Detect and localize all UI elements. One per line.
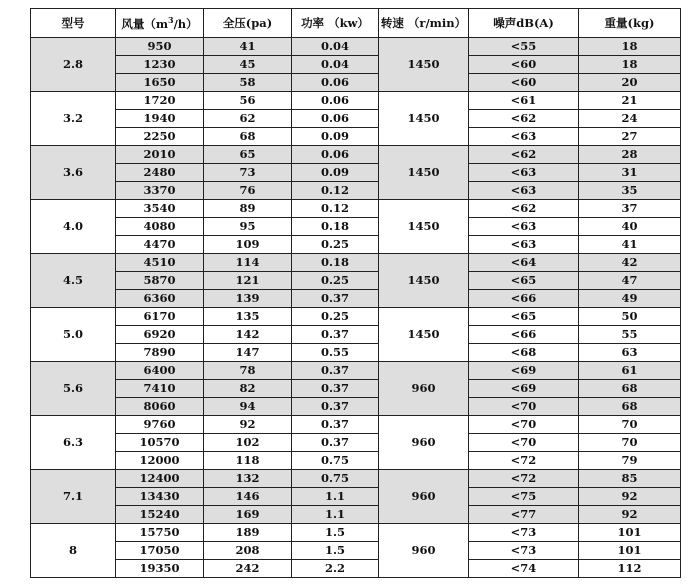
cell-pressure: 169 [204, 506, 292, 524]
cell-power: 0.37 [292, 398, 379, 416]
cell-noise: <62 [469, 146, 579, 164]
cell-power: 0.04 [292, 56, 379, 74]
cell-noise: <68 [469, 344, 579, 362]
table-row [31, 38, 681, 56]
table-body [31, 38, 681, 578]
cell-speed: 1450 [379, 254, 469, 308]
cell-airflow: 2480 [116, 164, 204, 182]
cell-power: 0.37 [292, 380, 379, 398]
cell-airflow: 5870 [116, 272, 204, 290]
cell-airflow: 1720 [116, 92, 204, 110]
cell-pressure: 118 [204, 452, 292, 470]
cell-noise: <72 [469, 452, 579, 470]
cell-model: 5.0 [31, 308, 116, 362]
cell-airflow: 12400 [116, 470, 204, 488]
header-power: 功率 （kw） [292, 9, 379, 38]
table-row [31, 164, 681, 182]
cell-power: 1.1 [292, 488, 379, 506]
cell-pressure: 189 [204, 524, 292, 542]
cell-power: 0.06 [292, 110, 379, 128]
cell-weight: 20 [579, 74, 681, 92]
cell-power: 0.09 [292, 164, 379, 182]
cell-pressure: 92 [204, 416, 292, 434]
spec-table-container [30, 8, 680, 578]
cell-speed: 960 [379, 524, 469, 578]
cell-pressure: 135 [204, 308, 292, 326]
cell-model: 3.2 [31, 92, 116, 146]
table-row [31, 326, 681, 344]
cell-power: 1.5 [292, 542, 379, 560]
cell-weight: 18 [579, 56, 681, 74]
fan-spec-table [30, 8, 681, 578]
table-row [31, 542, 681, 560]
cell-model: 3.6 [31, 146, 116, 200]
cell-pressure: 121 [204, 272, 292, 290]
cell-speed: 960 [379, 416, 469, 470]
cell-pressure: 147 [204, 344, 292, 362]
cell-weight: 35 [579, 182, 681, 200]
cell-noise: <70 [469, 416, 579, 434]
cell-power: 0.25 [292, 308, 379, 326]
cell-weight: 68 [579, 380, 681, 398]
cell-weight: 101 [579, 524, 681, 542]
cell-airflow: 6920 [116, 326, 204, 344]
cell-airflow: 7410 [116, 380, 204, 398]
table-row [31, 182, 681, 200]
cell-power: 0.75 [292, 470, 379, 488]
cell-weight: 37 [579, 200, 681, 218]
cell-weight: 31 [579, 164, 681, 182]
cell-weight: 61 [579, 362, 681, 380]
cell-noise: <77 [469, 506, 579, 524]
cell-airflow: 3540 [116, 200, 204, 218]
cell-power: 1.5 [292, 524, 379, 542]
table-row [31, 560, 681, 578]
cell-weight: 79 [579, 452, 681, 470]
cell-weight: 112 [579, 560, 681, 578]
cell-noise: <73 [469, 542, 579, 560]
cell-noise: <65 [469, 308, 579, 326]
table-row [31, 524, 681, 542]
table-row [31, 470, 681, 488]
cell-pressure: 114 [204, 254, 292, 272]
cell-weight: 50 [579, 308, 681, 326]
cell-airflow: 4510 [116, 254, 204, 272]
cell-noise: <73 [469, 524, 579, 542]
cell-pressure: 242 [204, 560, 292, 578]
cell-power: 0.06 [292, 74, 379, 92]
cell-weight: 92 [579, 488, 681, 506]
header-speed: 转速 （r/min） [379, 9, 469, 38]
table-row [31, 506, 681, 524]
cell-power: 0.25 [292, 272, 379, 290]
cell-airflow: 6170 [116, 308, 204, 326]
cell-pressure: 41 [204, 38, 292, 56]
cell-pressure: 58 [204, 74, 292, 92]
cell-pressure: 102 [204, 434, 292, 452]
table-row [31, 110, 681, 128]
cell-power: 0.18 [292, 254, 379, 272]
cell-airflow: 1230 [116, 56, 204, 74]
cell-weight: 18 [579, 38, 681, 56]
cell-noise: <75 [469, 488, 579, 506]
cell-weight: 40 [579, 218, 681, 236]
cell-power: 0.12 [292, 200, 379, 218]
header-airflow-text: 风量（m [121, 16, 169, 31]
cell-pressure: 68 [204, 128, 292, 146]
cell-power: 0.55 [292, 344, 379, 362]
cell-noise: <69 [469, 362, 579, 380]
cell-airflow: 17050 [116, 542, 204, 560]
cell-weight: 85 [579, 470, 681, 488]
cell-pressure: 142 [204, 326, 292, 344]
cell-power: 0.25 [292, 236, 379, 254]
cell-noise: <63 [469, 182, 579, 200]
cell-airflow: 12000 [116, 452, 204, 470]
cell-airflow: 13430 [116, 488, 204, 506]
cell-weight: 68 [579, 398, 681, 416]
cell-power: 0.37 [292, 326, 379, 344]
table-row [31, 56, 681, 74]
table-row [31, 380, 681, 398]
cell-airflow: 8060 [116, 398, 204, 416]
cell-noise: <60 [469, 56, 579, 74]
table-row [31, 416, 681, 434]
cell-weight: 21 [579, 92, 681, 110]
cell-noise: <66 [469, 290, 579, 308]
cell-power: 0.09 [292, 128, 379, 146]
cell-airflow: 4470 [116, 236, 204, 254]
table-row [31, 218, 681, 236]
table-row [31, 200, 681, 218]
cell-airflow: 1650 [116, 74, 204, 92]
cell-airflow: 19350 [116, 560, 204, 578]
table-row [31, 434, 681, 452]
cell-model: 6.3 [31, 416, 116, 470]
cell-weight: 63 [579, 344, 681, 362]
cell-power: 0.18 [292, 218, 379, 236]
cell-airflow: 3370 [116, 182, 204, 200]
cell-noise: <70 [469, 434, 579, 452]
table-row [31, 236, 681, 254]
cell-noise: <63 [469, 236, 579, 254]
cell-noise: <65 [469, 272, 579, 290]
header-row [31, 9, 681, 38]
cell-weight: 49 [579, 290, 681, 308]
cell-noise: <62 [469, 200, 579, 218]
cell-power: 0.75 [292, 452, 379, 470]
cell-weight: 41 [579, 236, 681, 254]
table-row [31, 452, 681, 470]
cell-noise: <55 [469, 38, 579, 56]
cell-weight: 101 [579, 542, 681, 560]
cell-pressure: 94 [204, 398, 292, 416]
cell-pressure: 89 [204, 200, 292, 218]
cell-airflow: 15240 [116, 506, 204, 524]
header-airflow [116, 9, 204, 38]
cell-power: 0.12 [292, 182, 379, 200]
cell-power: 0.37 [292, 434, 379, 452]
header-airflow-sup: 3 [168, 14, 174, 25]
cell-weight: 92 [579, 506, 681, 524]
cell-noise: <60 [469, 74, 579, 92]
cell-speed: 1450 [379, 146, 469, 200]
cell-model: 5.6 [31, 362, 116, 416]
cell-weight: 42 [579, 254, 681, 272]
cell-airflow: 4080 [116, 218, 204, 236]
cell-pressure: 82 [204, 380, 292, 398]
cell-airflow: 1940 [116, 110, 204, 128]
cell-pressure: 56 [204, 92, 292, 110]
cell-noise: <69 [469, 380, 579, 398]
cell-airflow: 2250 [116, 128, 204, 146]
cell-power: 1.1 [292, 506, 379, 524]
cell-airflow: 9760 [116, 416, 204, 434]
cell-model: 7.1 [31, 470, 116, 524]
table-row [31, 128, 681, 146]
cell-power: 0.37 [292, 290, 379, 308]
cell-pressure: 146 [204, 488, 292, 506]
table-row [31, 488, 681, 506]
table-row [31, 74, 681, 92]
cell-speed: 960 [379, 470, 469, 524]
table-row [31, 308, 681, 326]
cell-weight: 27 [579, 128, 681, 146]
table-row [31, 362, 681, 380]
cell-weight: 55 [579, 326, 681, 344]
header-airflow-tail: /h） [173, 16, 198, 31]
cell-weight: 70 [579, 434, 681, 452]
cell-power: 0.04 [292, 38, 379, 56]
cell-pressure: 109 [204, 236, 292, 254]
cell-noise: <64 [469, 254, 579, 272]
cell-power: 0.06 [292, 92, 379, 110]
cell-airflow: 6400 [116, 362, 204, 380]
table-row [31, 254, 681, 272]
cell-model: 2.8 [31, 38, 116, 92]
cell-noise: <70 [469, 398, 579, 416]
cell-model: 8 [31, 524, 116, 578]
cell-pressure: 76 [204, 182, 292, 200]
cell-pressure: 73 [204, 164, 292, 182]
cell-power: 2.2 [292, 560, 379, 578]
cell-weight: 24 [579, 110, 681, 128]
table-row [31, 92, 681, 110]
cell-pressure: 95 [204, 218, 292, 236]
table-row [31, 272, 681, 290]
cell-noise: <63 [469, 164, 579, 182]
cell-power: 0.37 [292, 362, 379, 380]
table-row [31, 146, 681, 164]
cell-airflow: 6360 [116, 290, 204, 308]
cell-noise: <61 [469, 92, 579, 110]
cell-airflow: 7890 [116, 344, 204, 362]
cell-weight: 47 [579, 272, 681, 290]
table-row [31, 398, 681, 416]
cell-pressure: 65 [204, 146, 292, 164]
cell-airflow: 10570 [116, 434, 204, 452]
cell-speed: 1450 [379, 200, 469, 254]
cell-airflow: 15750 [116, 524, 204, 542]
cell-airflow: 2010 [116, 146, 204, 164]
cell-noise: <72 [469, 470, 579, 488]
cell-noise: <63 [469, 218, 579, 236]
cell-power: 0.37 [292, 416, 379, 434]
cell-power: 0.06 [292, 146, 379, 164]
cell-pressure: 62 [204, 110, 292, 128]
cell-noise: <63 [469, 128, 579, 146]
header-weight: 重量(kg) [579, 9, 681, 38]
cell-model: 4.0 [31, 200, 116, 254]
header-model: 型号 [31, 9, 116, 38]
cell-pressure: 139 [204, 290, 292, 308]
cell-speed: 1450 [379, 38, 469, 92]
cell-pressure: 132 [204, 470, 292, 488]
cell-airflow: 950 [116, 38, 204, 56]
cell-noise: <62 [469, 110, 579, 128]
header-noise: 噪声dB(A) [469, 9, 579, 38]
cell-speed: 960 [379, 362, 469, 416]
cell-pressure: 208 [204, 542, 292, 560]
cell-model: 4.5 [31, 254, 116, 308]
cell-pressure: 78 [204, 362, 292, 380]
cell-speed: 1450 [379, 308, 469, 362]
cell-noise: <74 [469, 560, 579, 578]
header-pressure: 全压(pa) [204, 9, 292, 38]
table-row [31, 290, 681, 308]
cell-speed: 1450 [379, 92, 469, 146]
cell-noise: <66 [469, 326, 579, 344]
cell-pressure: 45 [204, 56, 292, 74]
cell-weight: 70 [579, 416, 681, 434]
cell-weight: 28 [579, 146, 681, 164]
table-row [31, 344, 681, 362]
